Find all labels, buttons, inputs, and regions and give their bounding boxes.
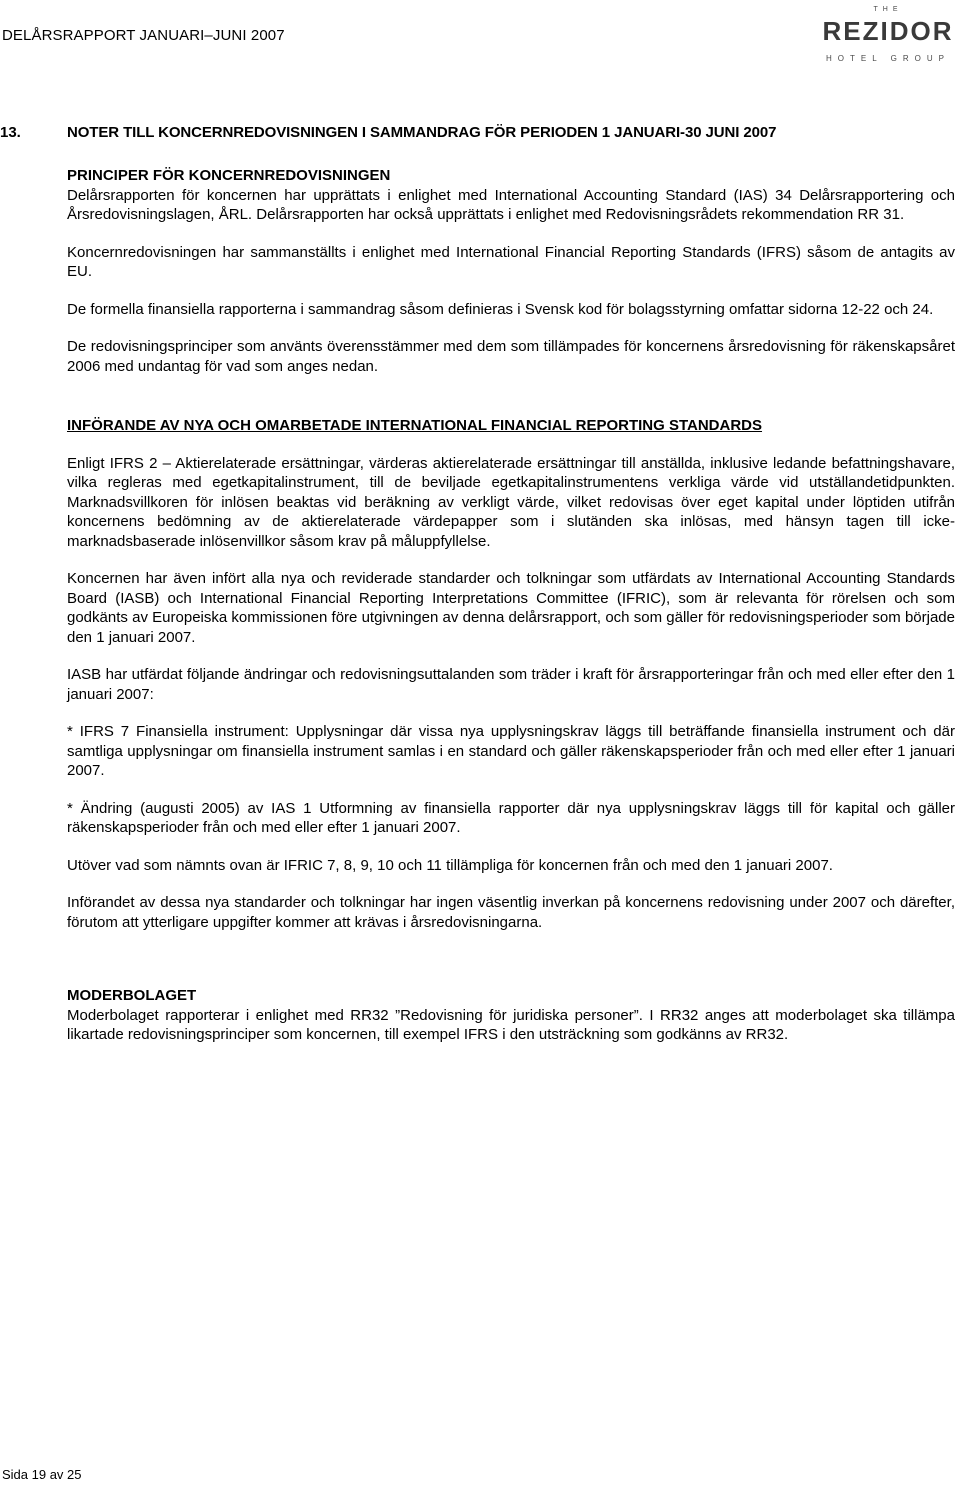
ifrs-paragraph-3: IASB har utfärdat följande ändringar och redovisningsuttalanden som träder i kraft för årsrapporteringar från och med eller efter den 1 januari 2007: bbox=[67, 666, 955, 703]
principles-paragraph-3: De formella finansiella rapporterna i sammandrag såsom definieras i Svensk kod för bolagsstyrning omfattar sidorna 12-22 och 24. bbox=[67, 300, 934, 318]
principles-paragraph-1: Delårsrapporten för koncernen har upprättats i enlighet med International Accounting Standard (IAS) 34 Delårsrapportering och Årsredovisningslagen, ÅRL. Delårsrapporten har också upprättats i enlighet med Redovisningsrådets rekommendation RR 31. bbox=[67, 186, 955, 223]
principles-paragraph-2: Koncernredovisningen har sammanställts i enlighet med International Financial Reporting Standards (IFRS) såsom de antagits av EU. bbox=[67, 243, 955, 280]
page-number: Sida 19 av 25 bbox=[2, 1467, 82, 1482]
ifrs-paragraph-7: Införandet av dessa nya standarder och tolkningar har ingen väsentlig inverkan på koncernens redovisning under 2007 och därefter, förutom att ytterligare uppgifter kommer att krävas i årsredovisningarna. bbox=[67, 894, 955, 931]
ifrs-paragraph-4: * IFRS 7 Finansiella instrument: Upplysningar där vissa nya upplysningskrav läggs till beträffande finansiella instrument och där samtliga upplysningar om finansiella instrument samlas i en standard och gäller räkenskapsperioder från och med eller efter 1 januari 2007. bbox=[67, 723, 955, 779]
ifrs-paragraph-1: Enligt IFRS 2 – Aktierelaterade ersättningar, värderas aktierelaterade ersättningar till anställda, inklusive ledande befattningshavare, vilka regleras med egetkapitalinstrument, till de beviljade egetkapitalinstrumentens verkliga värde vid utställandetidpunkten. Marknadsvillkoren för inlösen beaktas vid beräkning av verkligt värde, vilket redovisas över eget kapital under löptiden utifrån koncernens bedömning av de aktierelaterade värdepapper som i slutänden ska inlösas, med hänsyn tagen till icke-marknadsbaserade inlösenvillkor såsom krav på måluppfyllelse. bbox=[67, 454, 955, 550]
section-number: 13. bbox=[0, 124, 21, 141]
rezidor-logo bbox=[818, 6, 958, 68]
principles-heading: PRINCIPER FÖR KONCERNREDOVISNINGEN bbox=[67, 167, 391, 184]
parent-company-paragraph: Moderbolaget rapporterar i enlighet med RR32 ”Redovisning för juridiska personer”. I RR32 anges att moderbolaget ska tillämpa likartade redovisningsprinciper som koncernen, till exempel IFRS i den utsträckning som godkänns av RR32. bbox=[67, 1006, 955, 1043]
ifrs-paragraph-5: * Ändring (augusti 2005) av IAS 1 Utformning av finansiella rapporter där nya upplysningskrav läggs till för kapital och gäller räkenskapsperioder från och med eller efter 1 januari 2007. bbox=[67, 799, 955, 836]
ifrs-paragraph-2: Koncernen har även infört alla nya och reviderade standarder och tolkningar som utfärdats av International Accounting Standards Board (IASB) och International Financial Reporting Interpretations Committee (IFRIC), som är relevanta för rörelsen och som godkänts av Europeiska kommissionen före utgivningen av denna delårsrapport, och som gäller för redovisningsperioder som började den 1 januari 2007. bbox=[67, 570, 955, 646]
parent-company-heading: MODERBOLAGET bbox=[67, 987, 197, 1004]
logo-the-text: THE bbox=[873, 6, 903, 13]
ifrs-heading: INFÖRANDE AV NYA OCH OMARBETADE INTERNATIONAL FINANCIAL REPORTING STANDARDS bbox=[67, 417, 763, 434]
report-header-title: DELÅRSRAPPORT JANUARI–JUNI 2007 bbox=[2, 27, 285, 44]
logo-main-text: REZIDOR bbox=[822, 16, 954, 46]
logo-sub-text: HOTEL GROUP bbox=[826, 54, 950, 63]
ifrs-paragraph-6: Utöver vad som nämnts ovan är IFRIC 7, 8, 9, 10 och 11 tillämpliga för koncernen från och med den 1 januari 2007. bbox=[67, 856, 833, 874]
section-title: NOTER TILL KONCERNREDOVISNINGEN I SAMMANDRAG FÖR PERIODEN 1 JANUARI-30 JUNI 2007 bbox=[67, 124, 777, 141]
principles-paragraph-4: De redovisningsprinciper som använts överensstämmer med dem som tillämpades för koncernens årsredovisning för räkenskapsåret 2006 med undantag för vad som anges nedan. bbox=[67, 338, 955, 375]
document-body bbox=[67, 166, 955, 1045]
